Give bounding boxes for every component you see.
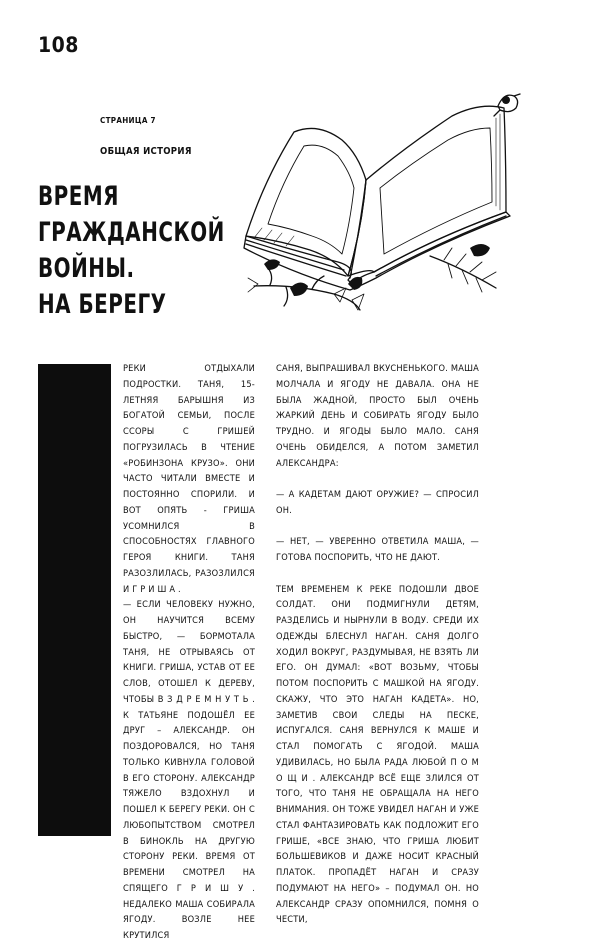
- article-title: [38, 179, 225, 323]
- title-line: ВОЙНЫ.: [38, 253, 135, 284]
- text-column-left: [123, 361, 255, 944]
- paragraph: РЕКИ ОТДЫХАЛИ ПОДРОСТКИ. ТАНЯ, 15-ЛЕТНЯЯ БАРЫШНЯ ИЗ БОГАТОЙ СЕМЬИ, ПОСЛЕ ССОРЫ С ГРИШЕЙ ПОГРУЗИЛАСЬ В ЧТЕНИЕ «РОБИНЗОНА КРУЗО». ОНИ ЧАСТО ЧИТАЛИ ВМЕСТЕ И ПОСТОЯННО СПОРИЛИ. И ВОТ ОПЯТЬ - ГРИША УСОМНИЛСЯ В СПОСОБНОСТЯХ ГЛАВНОГО ГЕРОЯ КНИГИ. ТАНЯ РАЗОЗЛИЛАСЬ, РАЗОЗЛИЛСЯ И Г Р И Ш А .: [123, 363, 255, 595]
- section-label: ОБЩАЯ ИСТОРИЯ: [100, 146, 192, 157]
- paragraph: САНЯ, ВЫПРАШИВАЛ ВКУСНЕНЬКОГО. МАША МОЛЧАЛА И ЯГОДУ НЕ ДАВАЛА. ОНА НЕ БЫЛА ЖАДНОЙ, ПРОСТО БЫЛ ОЧЕНЬ ЖАРКИЙ ДЕНЬ И СОБИРАТЬ ЯГОДУ БЫЛО ТРУДНО. И ЯГОДЫ БЫЛО МАЛО. САНЯ ОЧЕНЬ ОБИДЕЛСЯ, А ПОТОМ ЗАМЕТИЛ АЛЕКСАНДРА:: [276, 363, 479, 469]
- text-column-right: [276, 361, 479, 928]
- chapter-label: СТРАНИЦА 7: [100, 116, 156, 125]
- title-line: НА БЕРЕГУ: [38, 289, 167, 320]
- paragraph: — А КАДЕТАМ ДАЮТ ОРУЖИЕ? — СПРОСИЛ ОН.: [276, 489, 479, 516]
- paragraph: — ЕСЛИ ЧЕЛОВЕКУ НУЖНО, ОН НАУЧИТСЯ ВСЕМУ БЫСТРО, — БОРМОТАЛА ТАНЯ, НЕ ОТРЫВАЯСЬ ОТ КНИГИ. ГРИША, УСТАВ ОТ ЕЕ СЛОВ, ОТОШЕЛ К ДЕРЕВУ, ЧТОБЫ В З Д Р Е М Н У Т Ь . К ТАТЬЯНЕ ПОДОШЁЛ ЕЕ ДРУГ – АЛЕКСАНДР. ОН ПОЗДОРОВАЛСЯ, НО ТАНЯ ТОЛЬКО КИВНУЛА ГОЛОВОЙ В ЕГО СТОРОНУ. АЛЕКСАНДР ТЯЖЕЛО ВЗДОХНУЛ И ПОШЕЛ К БЕРЕГУ РЕКИ. ОН С ЛЮБОПЫТСТВОМ СМОТРЕЛ В БИНОКЛЬ НА ДРУГУЮ СТОРОНУ РЕКИ. ВРЕМЯ ОТ ВРЕМЕНИ СМОТРЕЛ НА СПЯЩЕГО Г Р И Ш У . НЕДАЛЕКО МАША СОБИРАЛА ЯГОДУ. ВОЗЛЕ НЕЕ КРУТИЛСЯ: [123, 599, 255, 941]
- title-line: ВРЕМЯ: [38, 181, 120, 212]
- title-line: ГРАЖДАНСКОЙ: [38, 217, 225, 248]
- paragraph: ТЕМ ВРЕМЕНЕМ К РЕКЕ ПОДОШЛИ ДВОЕ СОЛДАТ. ОНИ ПОДМИГНУЛИ ДЕТЯМ, РАЗДЕЛИСЬ И НЫРНУЛИ В ВОДУ. СРЕДИ ИХ ОДЕЖДЫ БЛЕСНУЛ НАГАН. САНЯ ДОЛГО ХОДИЛ ВОКРУГ, РАЗДУМЫВАЯ, НЕ ВЗЯТЬ ЛИ ЕГО. ОН ДУМАЛ: «ВОТ ВОЗЬМУ, ЧТОБЫ ПОТОМ ПОСПОРИТЬ С МАШКОЙ НА ЯГОДУ. СКАЖУ, ЧТО ЭТО НАГАН КАДЕТА». НО, ЗАМЕТИВ СВОИ СЛЕДЫ НА ПЕСКЕ, ИСПУГАЛСЯ. САНЯ ВЕРНУЛСЯ К МАШЕ И СТАЛ ПОМОГАТЬ С ЯГОДОЙ. МАША УДИВИЛАСЬ, НО БЫЛА РАДА ЛЮБОЙ П О М О Щ И . АЛЕКСАНДР ВСЁ ЕЩЕ ЗЛИЛСЯ ОТ ТОГО, ЧТО ТАНЯ НЕ ОБРАЩАЛА НА НЕГО ВНИМАНИЯ. ОН ТОЖЕ УВИДЕЛ НАГАН И УЖЕ СТАЛ ФАНТАЗИРОВАТЬ КАК ПОДЛОЖИТ ЕГО ГРИШЕ, «ВСЕ ЗНАЮ, ЧТО ГРИША ЛЮБИТ БОЛЬШЕВИКОВ И ДАЖЕ НОСИТ КРАСНЫЙ ПЛАТОК. ПРОПАДЁТ НАГАН И СРАЗУ ПОДУМАЮТ НА НЕГО» – ПОДУМАЛ ОН. НО АЛЕКСАНДР СРАЗУ ОПОМНИЛСЯ, ПОМНЯ О ЧЕСТИ,: [276, 583, 479, 926]
- paragraph: — НЕТ, — УВЕРЕННО ОТВЕТИЛА МАША, — ГОТОВА ПОСПОРИТЬ, ЧТО НЕ ДАЮТ.: [276, 536, 479, 563]
- black-bar: [38, 364, 111, 836]
- page-number: 108: [38, 33, 79, 57]
- open-book-with-branches-and-birds-icon: [234, 88, 534, 344]
